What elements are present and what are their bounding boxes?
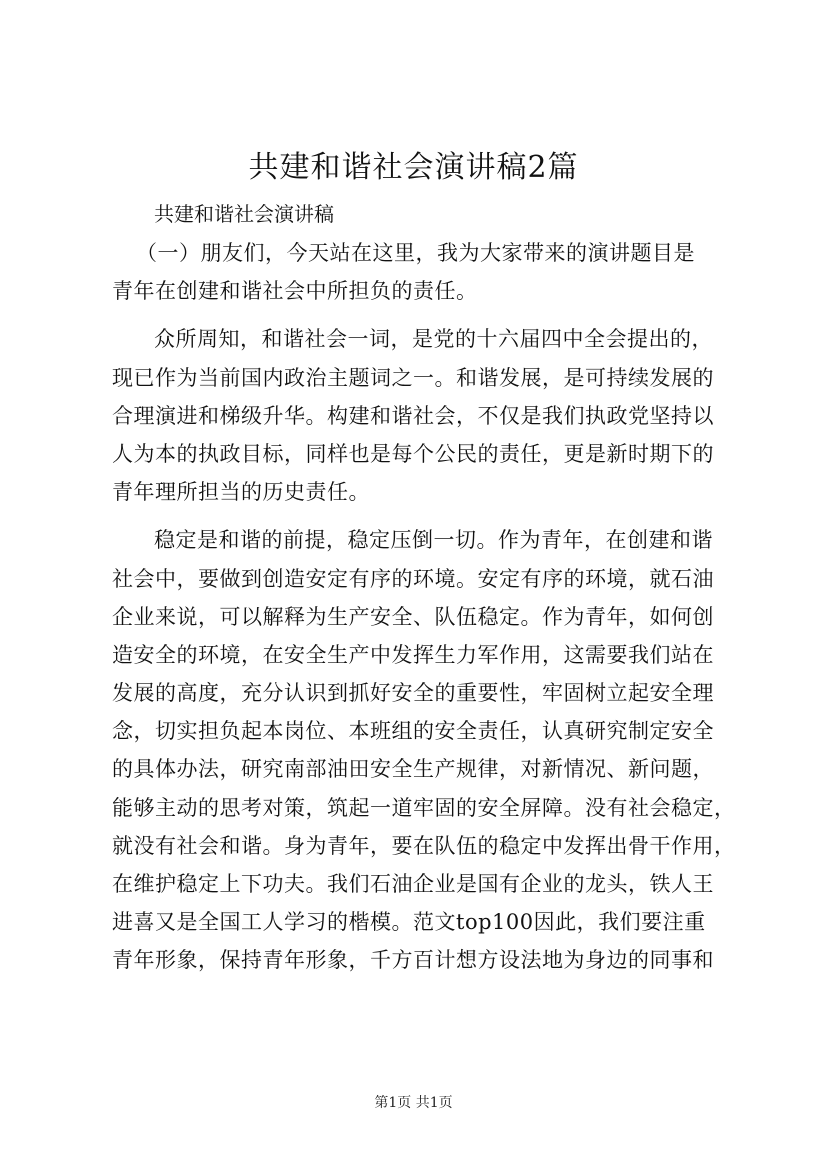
paragraph (112, 234, 732, 310)
text-line: 人为本的执政目标，同样也是每个公民的责任，更是新时期下的 (112, 441, 714, 466)
text-line: 众所周知，和谐社会一词，是党的十六届四中全会提出的， (154, 327, 713, 352)
text-line: 企业来说，可以解释为生产安全、队伍稳定。作为青年，如何创 (112, 604, 714, 629)
text-line: 现已作为当前国内政治主题词之一。和谐发展，是可持续发展的 (112, 365, 714, 390)
text-line: 社会中，要做到创造安定有序的环境。安定有序的环境，就石油 (112, 566, 714, 591)
text-line: （一）朋友们，今天站在这里，我为大家带来的演讲题目是 (136, 241, 695, 265)
page-number-footer: 第1页 共1页 (374, 1095, 453, 1111)
text-line: 进喜又是全国工人学习的楷模。范文top100因此，我们要注重 (112, 910, 706, 935)
document-body (112, 234, 736, 980)
text-line: 的具体办法，研究南部油田安全生产规律，对新情况、新问题， (112, 757, 714, 782)
text-line: 能够主动的思考对策，筑起一道牢固的安全屏障。没有社会稳定， (112, 795, 736, 820)
text-line: 稳定是和谐的前提，稳定压倒一切。作为青年，在创建和谐 (154, 528, 713, 553)
text-line: 合理演进和梯级升华。构建和谐社会，不仅是我们执政党坚持以 (112, 403, 714, 428)
text-line: 念，切实担负起本岗位、本班组的安全责任，认真研究制定安全 (112, 719, 714, 744)
text-line: 青年在创建和谐社会中所担负的责任。 (112, 279, 478, 304)
document-title: 共建和谐社会演讲稿2篇 (248, 150, 579, 185)
text-line: 就没有社会和谐。身为青年，要在队伍的稳定中发挥出骨干作用， (112, 833, 736, 858)
text-line: 在维护稳定上下功夫。我们石油企业是国有企业的龙头，铁人王 (112, 872, 714, 896)
text-line: 造安全的环境，在安全生产中发挥生力军作用，这需要我们站在 (112, 642, 714, 667)
paragraph (112, 320, 732, 511)
paragraph (112, 521, 736, 979)
text-line: 青年理所担当的历史责任。 (112, 480, 370, 505)
text-line: 青年形象，保持青年形象，千方百计想方设法地为身边的同事和 (112, 948, 714, 973)
text-line: 发展的高度，充分认识到抓好安全的重要性，牢固树立起安全理 (112, 681, 714, 706)
document-subtitle: 共建和谐社会演讲稿 (154, 202, 334, 226)
